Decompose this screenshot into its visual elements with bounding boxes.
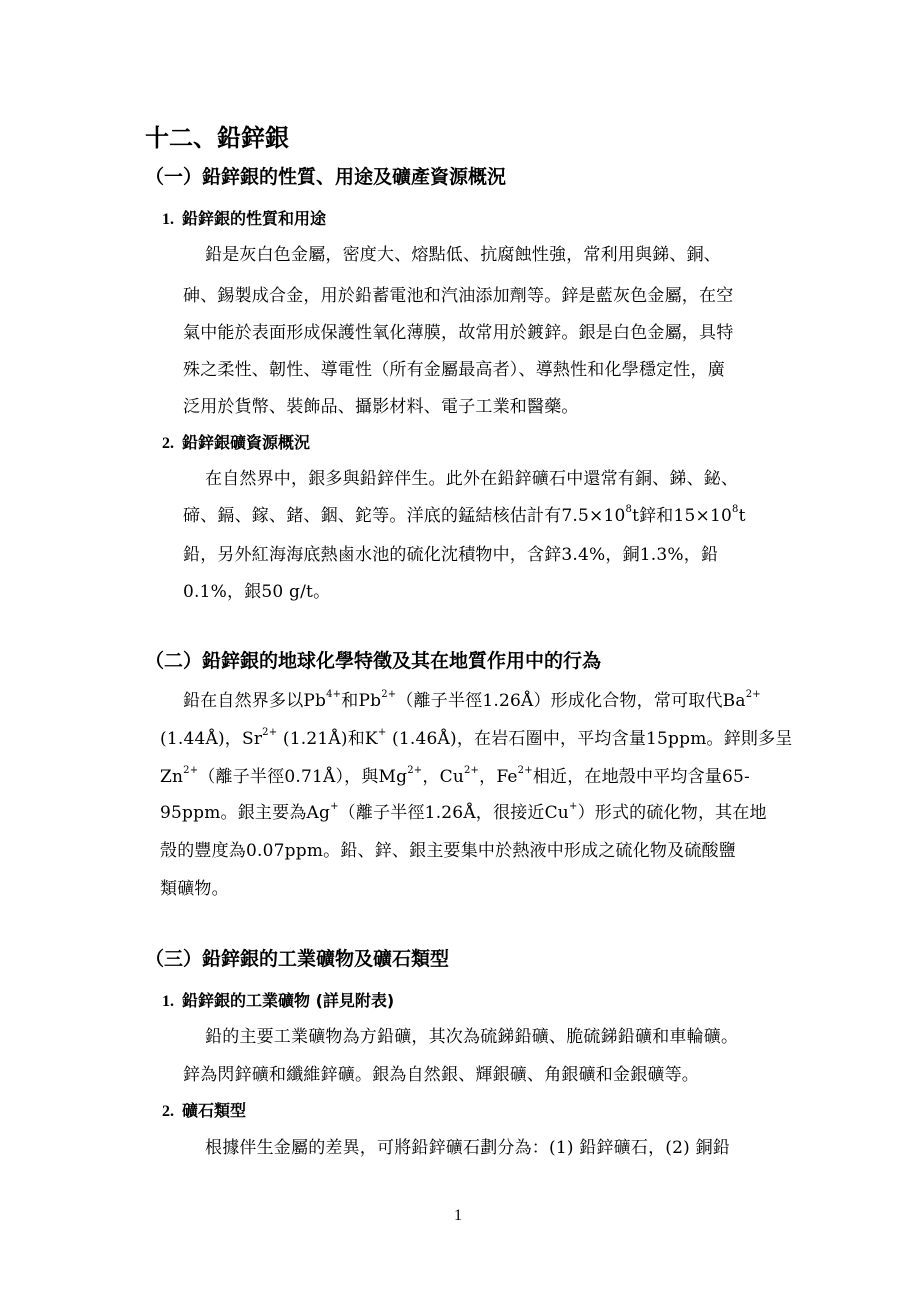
paragraph-line: 鋅為閃鋅礦和纖維鋅礦。銀為自然銀、輝銀礦、角銀礦和金銀礦等。	[183, 1065, 699, 1085]
paragraph-line: 95ppm。銀主要為Ag+（離子半徑1.26Å，很接近Cu+）形式的硫化物，其在地	[160, 801, 767, 823]
paragraph-line: 鉛的主要工業礦物為方鉛礦，其次為硫銻鉛礦、脆硫銻鉛礦和車輪礦。	[205, 1027, 739, 1047]
paragraph-line: 根據伴生金屬的差異，可將鉛鋅礦石劃分為：(1) 鉛鋅礦石，(2) 銅鉛	[205, 1138, 730, 1158]
paragraph-line: $Zn^{2+}$（離子半徑0.71Å），與$Mg^{2+}$，$Cu^{2+}$，$Fe^{2+}$相近，在地殼中平均含量65-	[160, 765, 750, 787]
subsection-number: 2.	[162, 435, 174, 452]
subsection-3-2-heading	[162, 1098, 246, 1121]
paragraph-line: 氣中能於表面形成保護性氧化薄膜，故常用於鍍鋅。銀是白色金屬，具特	[183, 323, 734, 343]
paragraph-line: 類礦物。	[160, 879, 229, 899]
paragraph-line: 殼的豐度為0.07ppm。鉛、鋅、銀主要集中於熱液中形成之硫化物及硫酸鹽	[160, 841, 736, 861]
paragraph-line: (1.44Å)，$Sr^{2+}$ (1.21Å)和K+ (1.46Å)，在岩石圈中，平均含量15ppm。鋅則多呈	[160, 727, 793, 749]
paragraph-line: 0.1%，銀50 g/t。	[183, 582, 331, 602]
section-1-heading: （一）鉛鋅銀的性質、用途及礦產資源概況	[145, 166, 507, 188]
subsection-title: 鉛鋅銀礦資源概況	[182, 433, 311, 452]
paragraph-line: 砷、錫製成合金，用於鉛蓄電池和汽油添加劑等。鋅是藍灰色金屬，在空	[183, 286, 734, 306]
paragraph-line: 鉛，另外紅海海底熱鹵水池的硫化沈積物中，含鋅3.4%，銅1.3%，鉛	[183, 545, 719, 565]
paragraph-line: 泛用於貨幣、裝飾品、攝影材料、電子工業和醫藥。	[183, 397, 579, 417]
paragraph-line: 鉛在自然界多以$Pb^{4+}$和$Pb^{2+}$（離子半徑1.26Å）形成化合物，常可取代$Ba^{2+}$	[183, 689, 761, 711]
subsection-3-1-heading	[162, 988, 394, 1011]
subsection-number: 1.	[162, 993, 174, 1010]
paragraph-line: 碲、鎘、鎵、鍺、銦、鉈等。洋底的錳結核估計有$7.5\times 10^8t$鋅和$15\times 10^8t$	[183, 504, 746, 526]
subsection-number: 1.	[162, 211, 174, 228]
subsection-title: 鉛鋅銀的性質和用途	[182, 209, 327, 228]
section-3-heading: （三）鉛鋅銀的工業礦物及礦石類型	[145, 948, 450, 970]
chapter-title: 十二、鉛鋅銀	[145, 124, 289, 152]
page-number: 1	[454, 1207, 462, 1224]
subsection-1-2-heading	[162, 430, 310, 453]
paragraph-line: 在自然界中，銀多與鉛鋅伴生。此外在鉛鋅礦石中還常有銅、銻、鉍、	[205, 469, 739, 489]
paragraph-line: 殊之柔性、韌性、導電性（所有金屬最高者）、導熱性和化學穩定性，廣	[183, 360, 725, 380]
subsection-title: 鉛鋅銀的工業礦物 (詳見附表)	[182, 991, 395, 1010]
section-2-heading: （二）鉛鋅銀的地球化學特徵及其在地質作用中的行為	[145, 650, 602, 672]
subsection-number: 2.	[162, 1103, 174, 1120]
subsection-title: 礦石類型	[182, 1101, 247, 1120]
subsection-1-1-heading	[162, 206, 326, 229]
paragraph-line: 鉛是灰白色金屬，密度大、熔點低、抗腐蝕性強，常利用與銻、銅、	[205, 245, 721, 265]
